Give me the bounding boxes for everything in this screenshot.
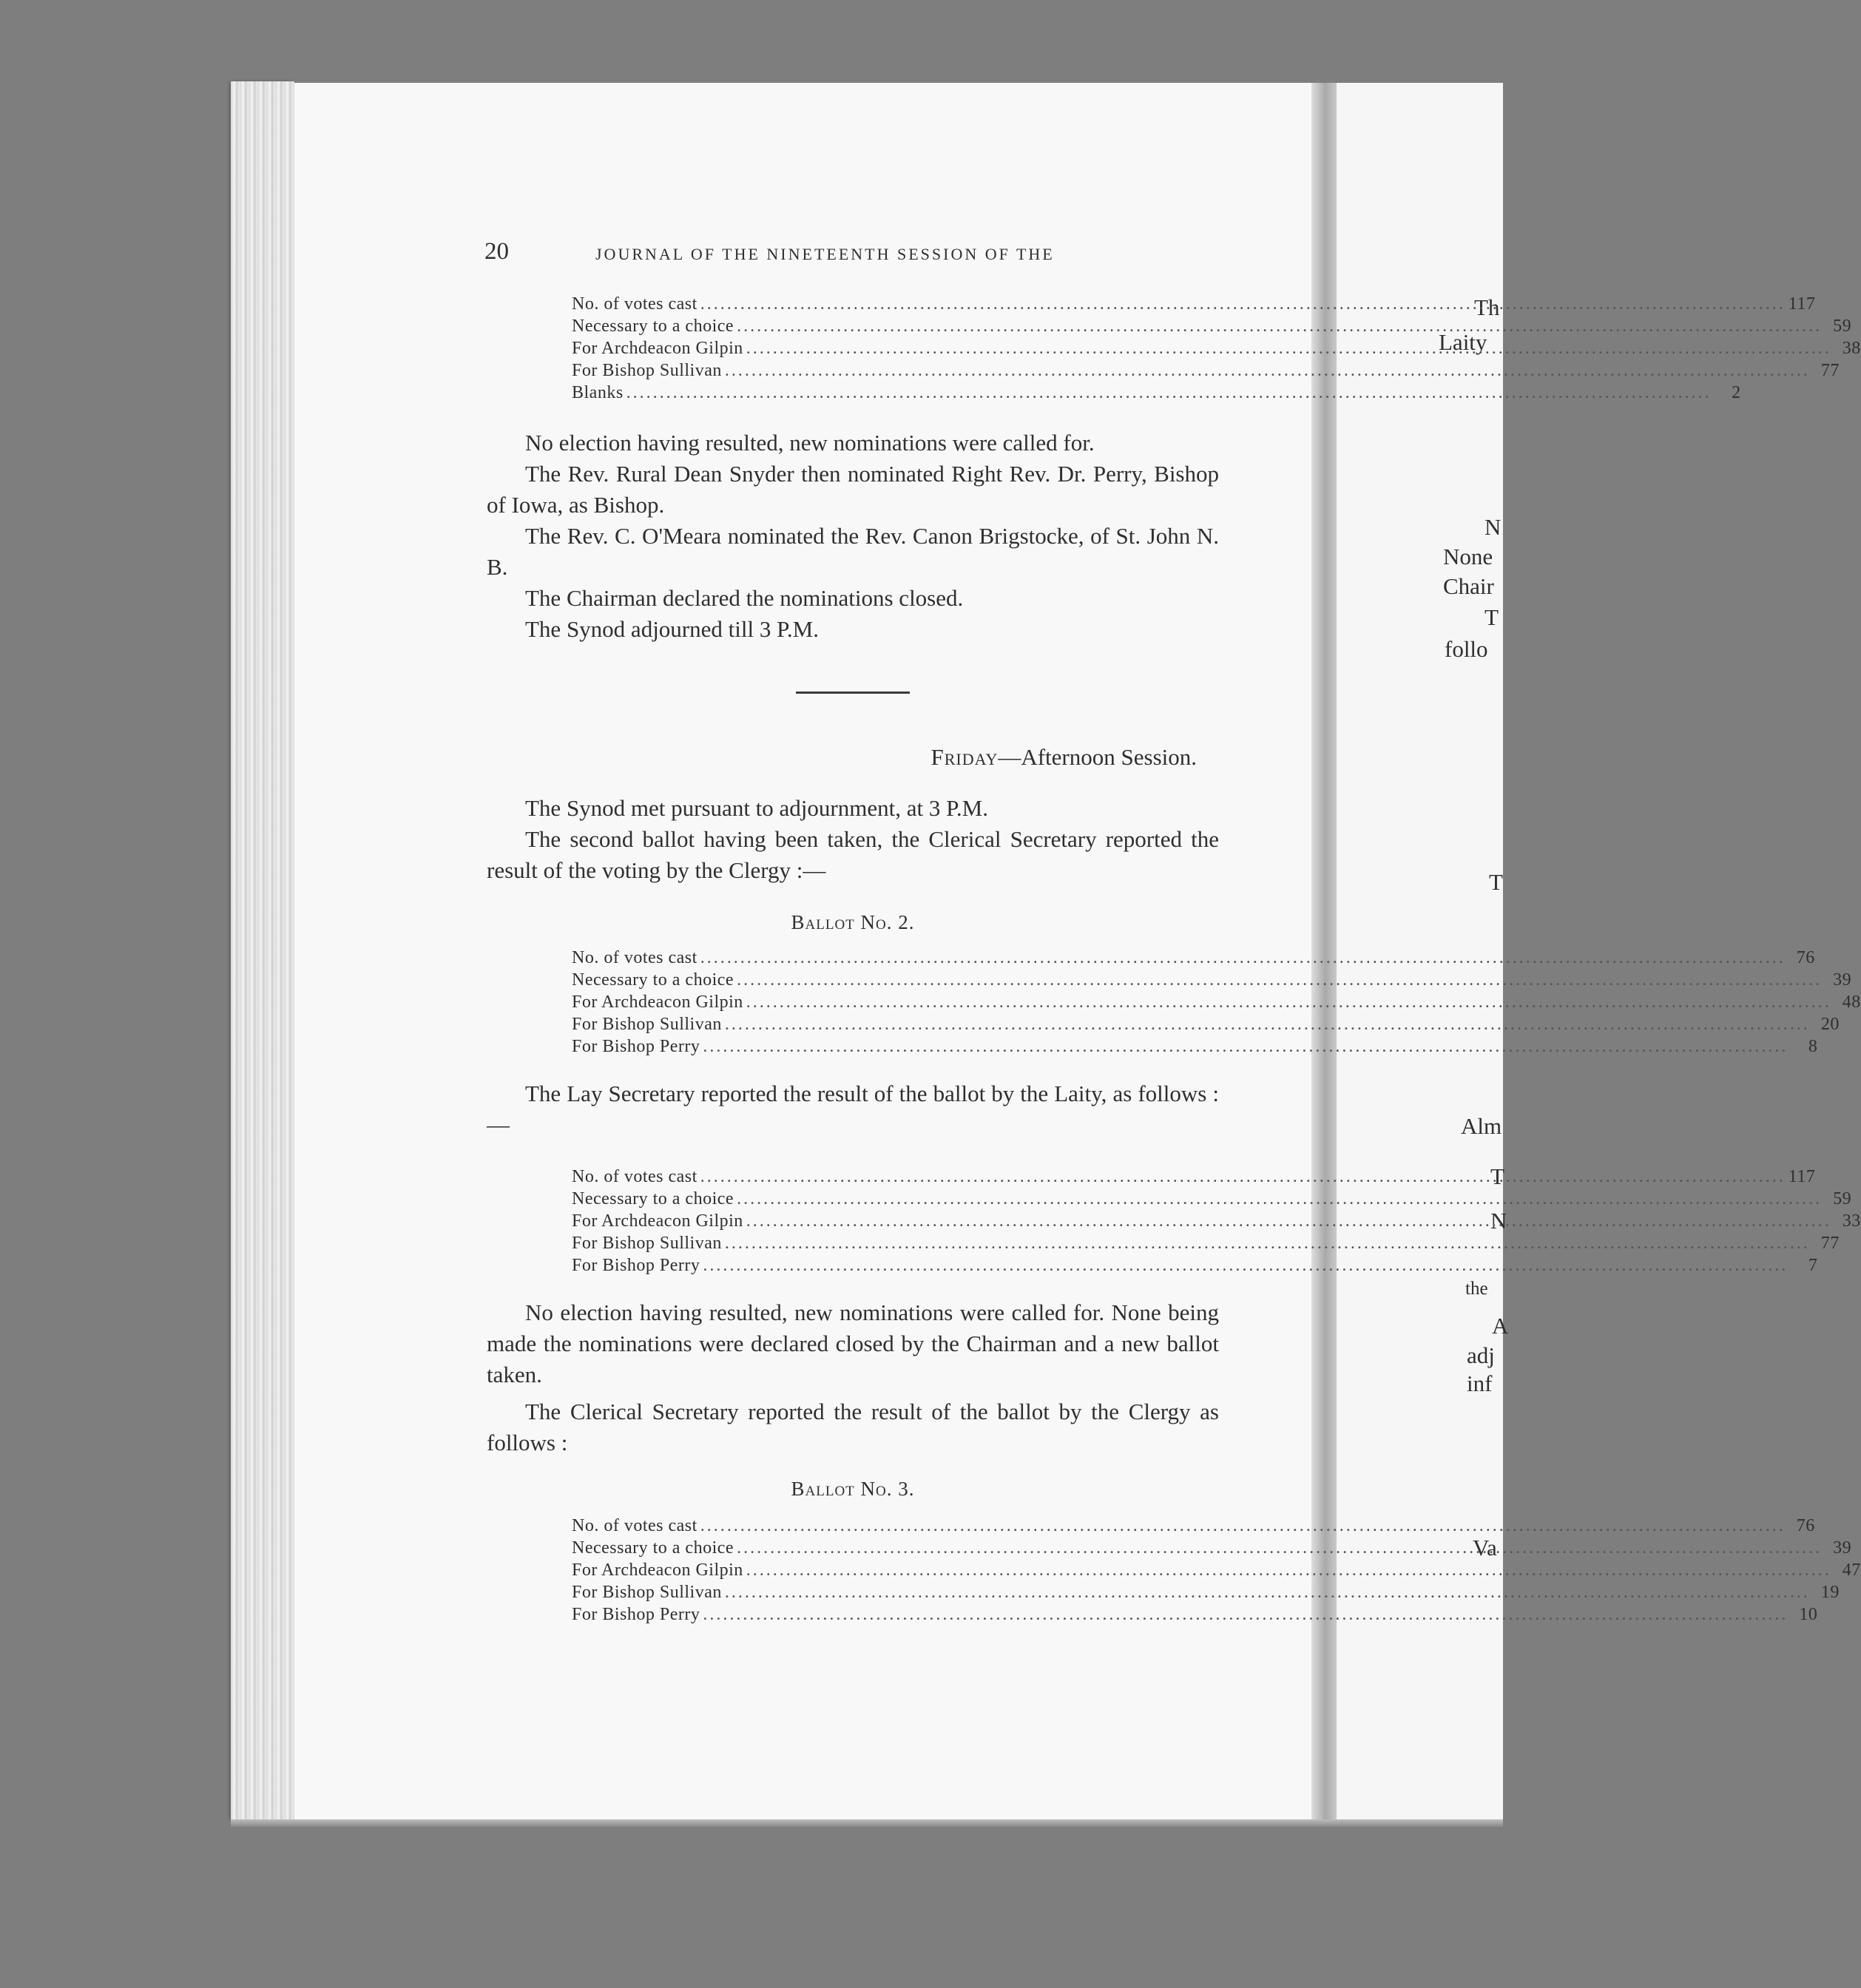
paragraph: No election having resulted, new nominations were called for. None being made the nominations were declared closed by the Chairman and a new ballot taken. xyxy=(487,1299,1219,1387)
tally-value: 117 xyxy=(1788,294,1816,314)
tally-label: For Bishop Sullivan xyxy=(572,1234,722,1253)
facing-fragment: Th xyxy=(1474,294,1500,320)
tally-value: 8 xyxy=(1808,1037,1818,1056)
tally-value: 39 xyxy=(1833,1538,1852,1558)
paragraph: No election having resulted, new nominations were called for. xyxy=(525,430,1095,456)
tally-row xyxy=(572,1559,1861,1581)
tally-row xyxy=(572,382,1741,404)
session-title: —Afternoon Session. xyxy=(998,744,1197,770)
ballot-3-heading: Ballot No. 3. xyxy=(791,1478,915,1500)
tally-row xyxy=(572,1254,1818,1277)
ballot-3-tally xyxy=(572,1515,1861,1626)
tally-value: 59 xyxy=(1833,1189,1852,1208)
tally-value: 48 xyxy=(1842,993,1861,1012)
leader-dots xyxy=(626,382,1712,404)
leader-dots xyxy=(746,991,1831,1013)
tally-value: 76 xyxy=(1796,948,1815,967)
session-day: Friday xyxy=(930,744,999,770)
paragraph: The Synod met pursuant to adjournment, at 3 P.M. xyxy=(525,795,988,821)
tally-label: For Archdeacon Gilpin xyxy=(572,339,743,358)
leader-dots xyxy=(746,1210,1831,1232)
tally-value: 33 xyxy=(1842,1211,1861,1231)
leader-dots xyxy=(737,1537,1822,1559)
tally-label: Blanks xyxy=(572,383,624,402)
facing-fragment: N xyxy=(1490,1208,1507,1234)
tally-label: No. of votes cast xyxy=(572,294,698,314)
tally-value: 7 xyxy=(1808,1256,1818,1275)
page-number: 20 xyxy=(484,238,509,265)
tally-row xyxy=(572,991,1861,1013)
tally-value: 76 xyxy=(1796,1516,1815,1535)
facing-fragment: None xyxy=(1443,544,1493,569)
paragraph: The Rev. C. O'Meara nominated the Rev. Canon Brigstocke, of St. John N. B. xyxy=(487,523,1219,580)
leader-dots xyxy=(725,359,1810,382)
tally-label: For Bishop Perry xyxy=(572,1256,700,1275)
tally-label: For Bishop Sullivan xyxy=(572,1015,722,1034)
leader-dots xyxy=(746,1559,1831,1581)
tally-row xyxy=(572,1581,1840,1603)
facing-fragment: T xyxy=(1490,1163,1504,1189)
tally-label: No. of votes cast xyxy=(572,1516,698,1535)
tally-label: For Bishop Perry xyxy=(572,1605,700,1624)
facing-fragment: follo xyxy=(1445,636,1488,662)
tally-value: 39 xyxy=(1833,970,1852,990)
tally-label: For Archdeacon Gilpin xyxy=(572,993,743,1012)
tally-value: 47 xyxy=(1842,1561,1861,1580)
tally-value: 2 xyxy=(1732,383,1741,402)
leader-dots xyxy=(703,1254,1788,1277)
tally-label: Necessary to a choice xyxy=(572,1189,734,1208)
facing-fragment: Alm xyxy=(1461,1113,1502,1139)
facing-fragment: A xyxy=(1492,1313,1509,1339)
tally-label: For Bishop Perry xyxy=(572,1037,700,1056)
facing-fragment: T xyxy=(1489,869,1503,895)
tally-row xyxy=(572,969,1852,991)
facing-fragment: adj xyxy=(1467,1342,1495,1368)
leader-dots xyxy=(725,1232,1810,1254)
tally-row xyxy=(572,359,1840,382)
paragraph: The Chairman declared the nominations closed. xyxy=(525,585,964,611)
book-bottom-edge xyxy=(231,1819,1503,1827)
tally-row xyxy=(572,1210,1861,1232)
body-text-block xyxy=(487,1078,1219,1140)
tally-row xyxy=(572,947,1815,969)
leader-dots xyxy=(725,1013,1810,1035)
leader-dots xyxy=(737,315,1822,337)
paragraph: The Clerical Secretary reported the result of the ballot by the Clergy as follows : xyxy=(487,1399,1219,1456)
facing-fragment: the xyxy=(1465,1279,1488,1299)
leader-dots xyxy=(725,1581,1810,1603)
tally-row xyxy=(572,1035,1818,1058)
facing-fragment: Chair xyxy=(1443,573,1494,599)
leader-dots xyxy=(703,1035,1788,1058)
tally-label: For Bishop Sullivan xyxy=(572,1583,722,1602)
laity-ballot-tally xyxy=(572,1166,1861,1277)
tally-label: No. of votes cast xyxy=(572,1167,698,1186)
running-head: JOURNAL OF THE NINETEENTH SESSION OF THE xyxy=(595,245,1055,263)
tally-label: For Archdeacon Gilpin xyxy=(572,1561,743,1580)
tally-row xyxy=(572,1166,1816,1188)
leader-dots xyxy=(703,1603,1788,1626)
ballot-2-heading: Ballot No. 2. xyxy=(791,911,915,933)
book-page-edges xyxy=(231,81,294,1819)
leader-dots xyxy=(737,969,1822,991)
body-text-block xyxy=(487,1297,1219,1458)
leader-dots xyxy=(700,1166,1786,1188)
tally-label: No. of votes cast xyxy=(572,948,698,967)
paragraph: The Synod adjourned till 3 P.M. xyxy=(525,616,819,642)
ballot-2-tally xyxy=(572,947,1861,1058)
tally-label: Necessary to a choice xyxy=(572,317,734,336)
paragraph: The Lay Secretary reported the result of the ballot by the Laity, as follows :— xyxy=(487,1081,1219,1137)
paragraph: The second ballot having been taken, the Clerical Secretary reported the result of the voting by the Clergy :— xyxy=(487,826,1219,883)
tally-row xyxy=(572,1515,1815,1537)
tally-row xyxy=(572,1188,1852,1210)
facing-fragment: inf xyxy=(1467,1370,1493,1396)
tally-row xyxy=(572,315,1852,337)
tally-value: 20 xyxy=(1820,1015,1840,1034)
facing-fragment: N xyxy=(1485,514,1502,540)
leader-dots xyxy=(746,337,1831,359)
body-text-block xyxy=(487,793,1219,886)
tally-value: 77 xyxy=(1820,361,1840,380)
tally-value: 59 xyxy=(1833,317,1852,336)
tally-value: 77 xyxy=(1820,1234,1840,1253)
leader-dots xyxy=(737,1188,1822,1210)
tally-label: For Archdeacon Gilpin xyxy=(572,1211,743,1231)
facing-fragment: Va xyxy=(1473,1535,1497,1561)
paragraph: The Rev. Rural Dean Snyder then nominated Right Rev. Dr. Perry, Bishop of Iowa, as Bishop. xyxy=(487,461,1219,518)
tally-row xyxy=(572,1603,1818,1626)
body-text-block xyxy=(487,427,1219,645)
tally-value: 117 xyxy=(1788,1167,1816,1186)
facing-fragment: Laity xyxy=(1439,329,1487,355)
leader-dots xyxy=(700,947,1786,969)
leader-dots xyxy=(700,1515,1786,1537)
tally-label: For Bishop Sullivan xyxy=(572,361,722,380)
tally-label: Necessary to a choice xyxy=(572,1538,734,1558)
tally-row xyxy=(572,1013,1840,1035)
section-divider xyxy=(796,692,910,694)
tally-row xyxy=(572,1232,1840,1254)
session-heading xyxy=(930,744,1197,771)
tally-label: Necessary to a choice xyxy=(572,970,734,990)
leader-dots xyxy=(700,293,1786,315)
tally-value: 10 xyxy=(1799,1605,1818,1624)
tally-value: 19 xyxy=(1820,1583,1840,1602)
tally-value: 38 xyxy=(1842,339,1861,358)
facing-fragment: T xyxy=(1485,604,1499,630)
